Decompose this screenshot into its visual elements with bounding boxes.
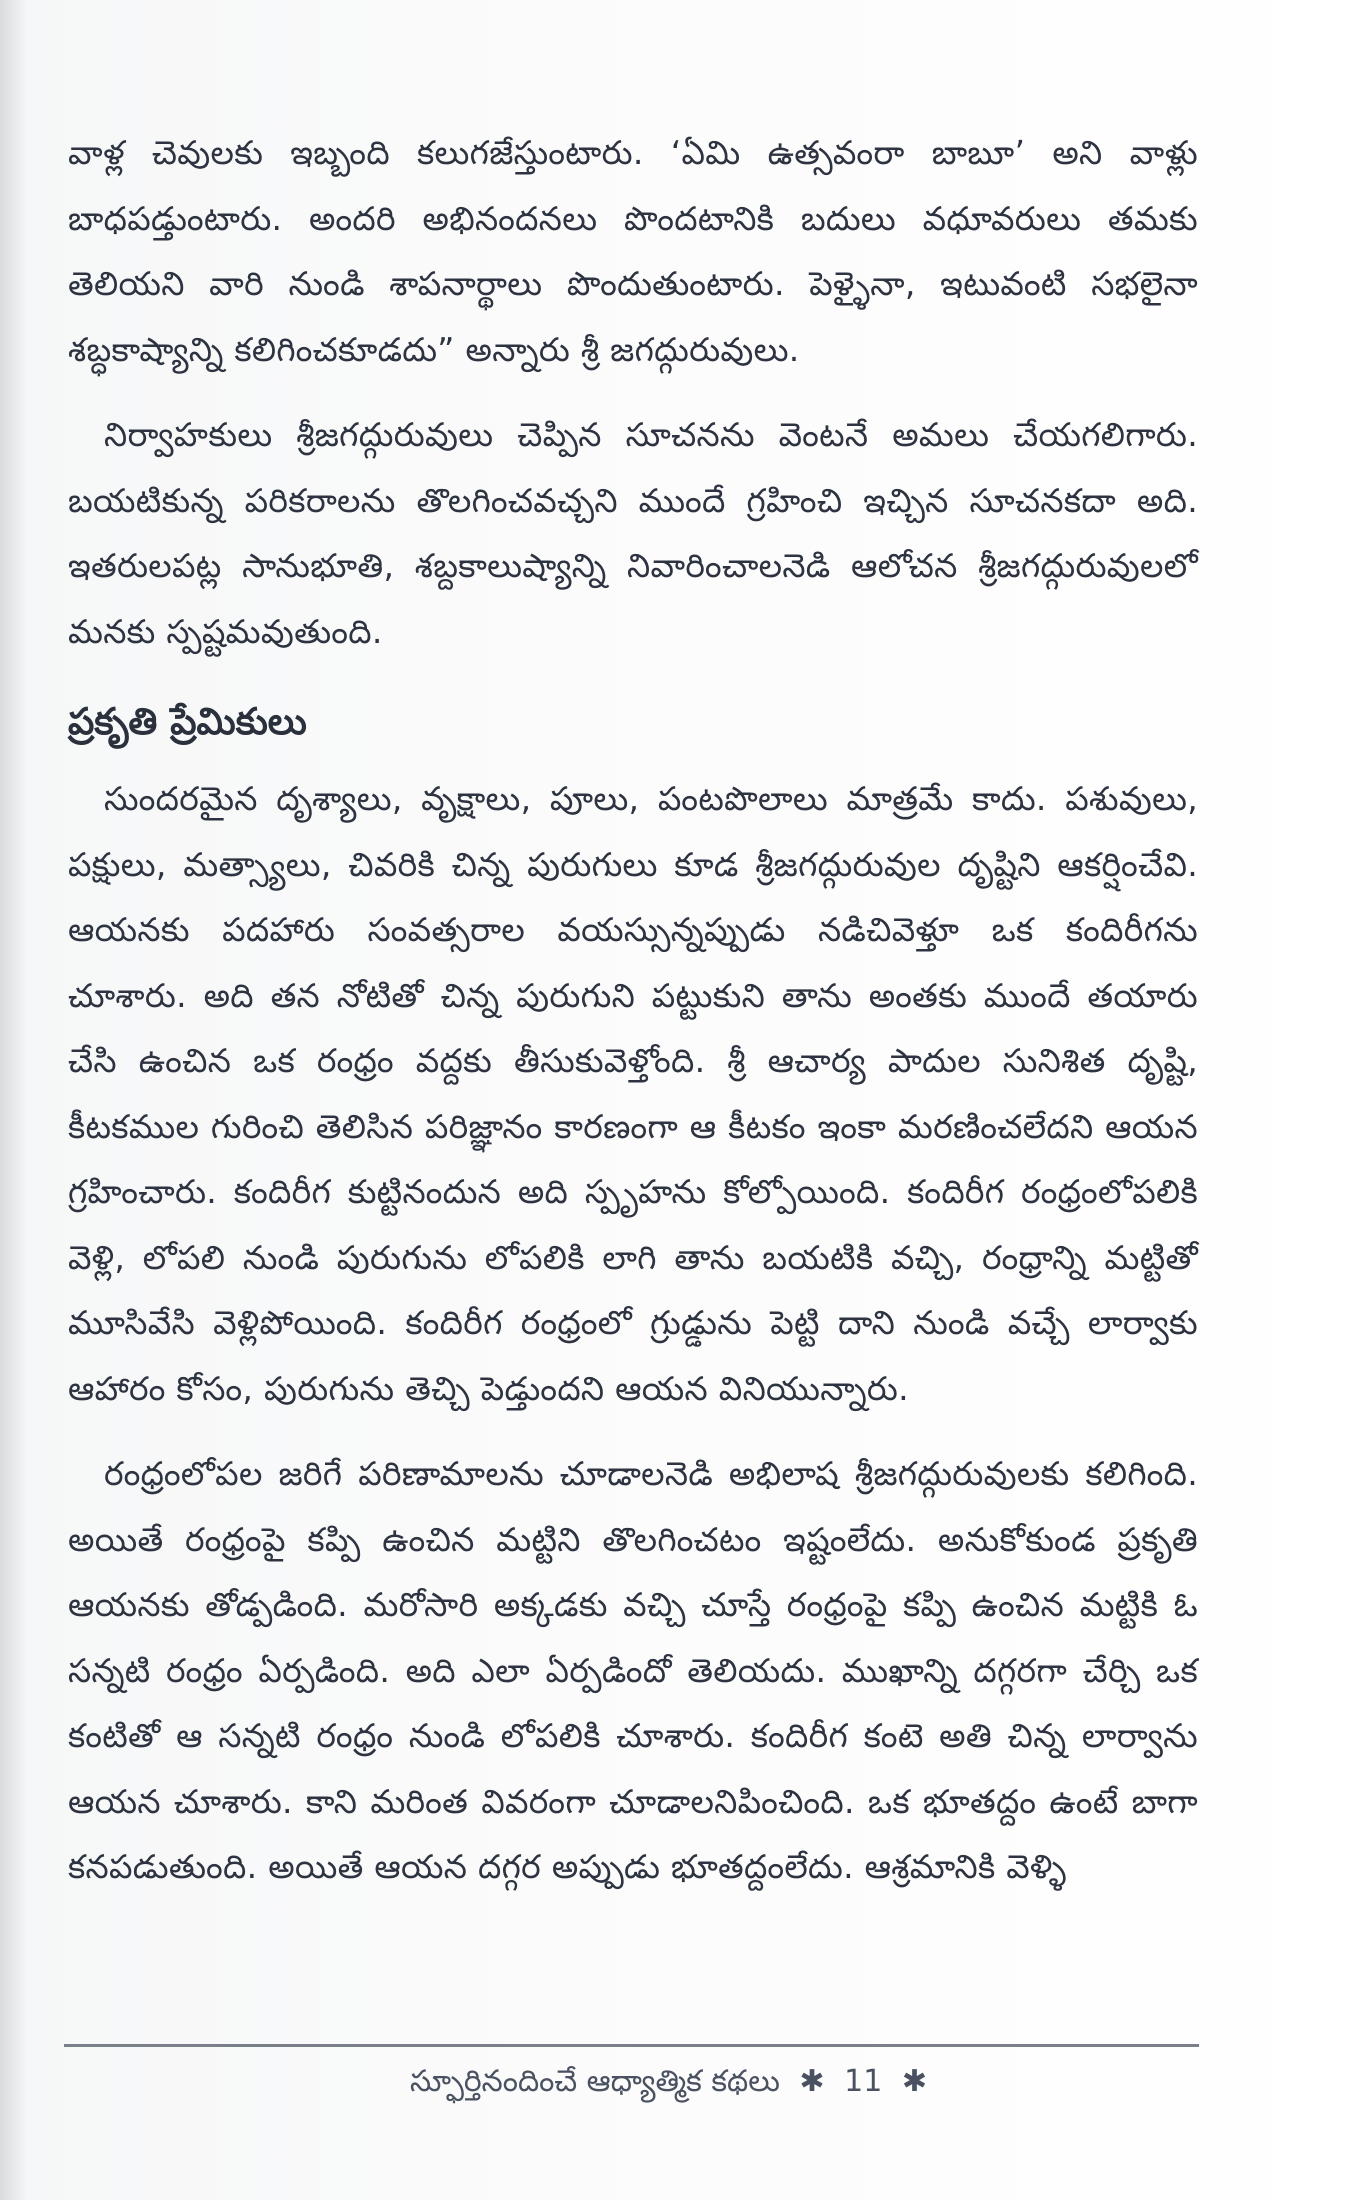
page-body xyxy=(68,120,1198,1920)
paragraph-4: రంధ్రంలోపల జరిగే పరిణామాలను చూడాలనెడి అభిలాష శ్రీజగద్గురువులకు కలిగింది. అయితే రంధ్రంపై కప్పి ఉంచిన మట్టిని తొలగించటం ఇష్టంలేదు. అనుకోకుండ ప్రకృతి ఆయనకు తోడ్పడింది. మరోసారి అక్కడకు వచ్చి చూస్తే రంధ్రంపై కప్పి ఉంచిన మట్టికి ఓ సన్నటి రంధ్రం ఏర్పడింది. అది ఎలా ఏర్పడిందో తెలియదు. ముఖాన్ని దగ్గరగా చేర్చి ఒక కంటితో ఆ సన్నటి రంధ్రం నుండి లోపలికి చూశారు. కందిరీగ కంటె అతి చిన్న లార్వాను ఆయన చూశారు. కాని మరింత వివరంగా చూడాలనిపించింది. ఒక భూతద్దం ఉంటే బాగా కనపడుతుంది. అయితే ఆయన దగ్గర అప్పుడు భూతద్దంలేదు. ఆశ్రమానికి వెళ్ళి xyxy=(68,1454,1198,1886)
page-number: 11 xyxy=(844,2064,883,2099)
star-icon: ✱ xyxy=(799,2064,825,2099)
paragraph-2: నిర్వాహకులు శ్రీజగద్గురువులు చెప్పిన సూచనను వెంటనే అమలు చేయగలిగారు. బయటికున్న పరికరాలను తొలగించవచ్చని ముందే గ్రహించి ఇచ్చిన సూచనకదా అది. ఇతరులపట్ల సానుభూతి, శబ్దకాలుష్యాన్ని నివారించాలనెడి ఆలోచన శ్రీజగద్గురువులలో మనకు స్పష్టమవుతుంది. xyxy=(68,415,1198,651)
paragraph-3: సుందరమైన దృశ్యాలు, వృక్షాలు, పూలు, పంటపొలాలు మాత్రమే కాదు. పశువులు, పక్షులు, మత్స్యాలు, చివరికి చిన్న పురుగులు కూడ శ్రీజగద్గురువుల దృష్టిని ఆకర్షించేవి. ఆయనకు పదహారు సంవత్సరాల వయస్సున్నప్పుడు నడిచివెళ్తూ ఒక కందిరీగను చూశారు. అది తన నోటితో చిన్న పురుగుని పట్టుకుని తాను అంతకు ముందే తయారు చేసి ఉంచిన ఒక రంధ్రం వద్దకు తీసుకువెళ్తోంది. శ్రీ ఆచార్య పాదుల సునిశిత దృష్టి, కీటకముల గురించి తెలిసిన పరిజ్ఞానం కారణంగా ఆ కీటకం ఇంకా మరణించలేదని ఆయన గ్రహించారు. కందిరీగ కుట్టినందున అది స్పృహను కోల్పోయింది. కందిరీగ రంధ్రంలోపలికి వెళ్లి, లోపలి నుండి పురుగును లోపలికి లాగి తాను బయటికి వచ్చి, రంధ్రాన్ని మట్టితో మూసివేసి వెళ్లిపోయింది. కందిరీగ రంధ్రంలో గ్రుడ్డును పెట్టి దాని నుండి వచ్చే లార్వాకు ఆహారం కోసం, పురుగును తెచ్చి పెడ్తుందని ఆయన వినియున్నారు. xyxy=(68,779,1198,1408)
page-spine-shadow xyxy=(0,0,28,2200)
footer-book-title: స్ఫూర్తినందించే ఆధ్యాత్మిక కథలు xyxy=(410,2064,780,2099)
section-heading: ప్రకృతి ప్రేమికులు xyxy=(68,700,307,743)
page-footer xyxy=(0,2060,1347,2104)
paragraph-1: వాళ్ల చెవులకు ఇబ్బంది కలుగజేస్తుంటారు. ‘ఏమి ఉత్సవంరా బాబూ’ అని వాళ్లు బాధపడ్తుంటారు. అందరి అభినందనలు పొందటానికి బదులు వధూవరులు తమకు తెలియని వారి నుండి శాపనార్థాలు పొందుతుంటారు. పెళ్ళైనా, ఇటువంటి సభలైనా శబ్ధకాష్యాన్ని కలిగించకూడదు” అన్నారు శ్రీ జగద్గురువులు. xyxy=(68,133,1198,369)
footer-divider xyxy=(64,2044,1199,2047)
star-icon: ✱ xyxy=(901,2064,927,2099)
